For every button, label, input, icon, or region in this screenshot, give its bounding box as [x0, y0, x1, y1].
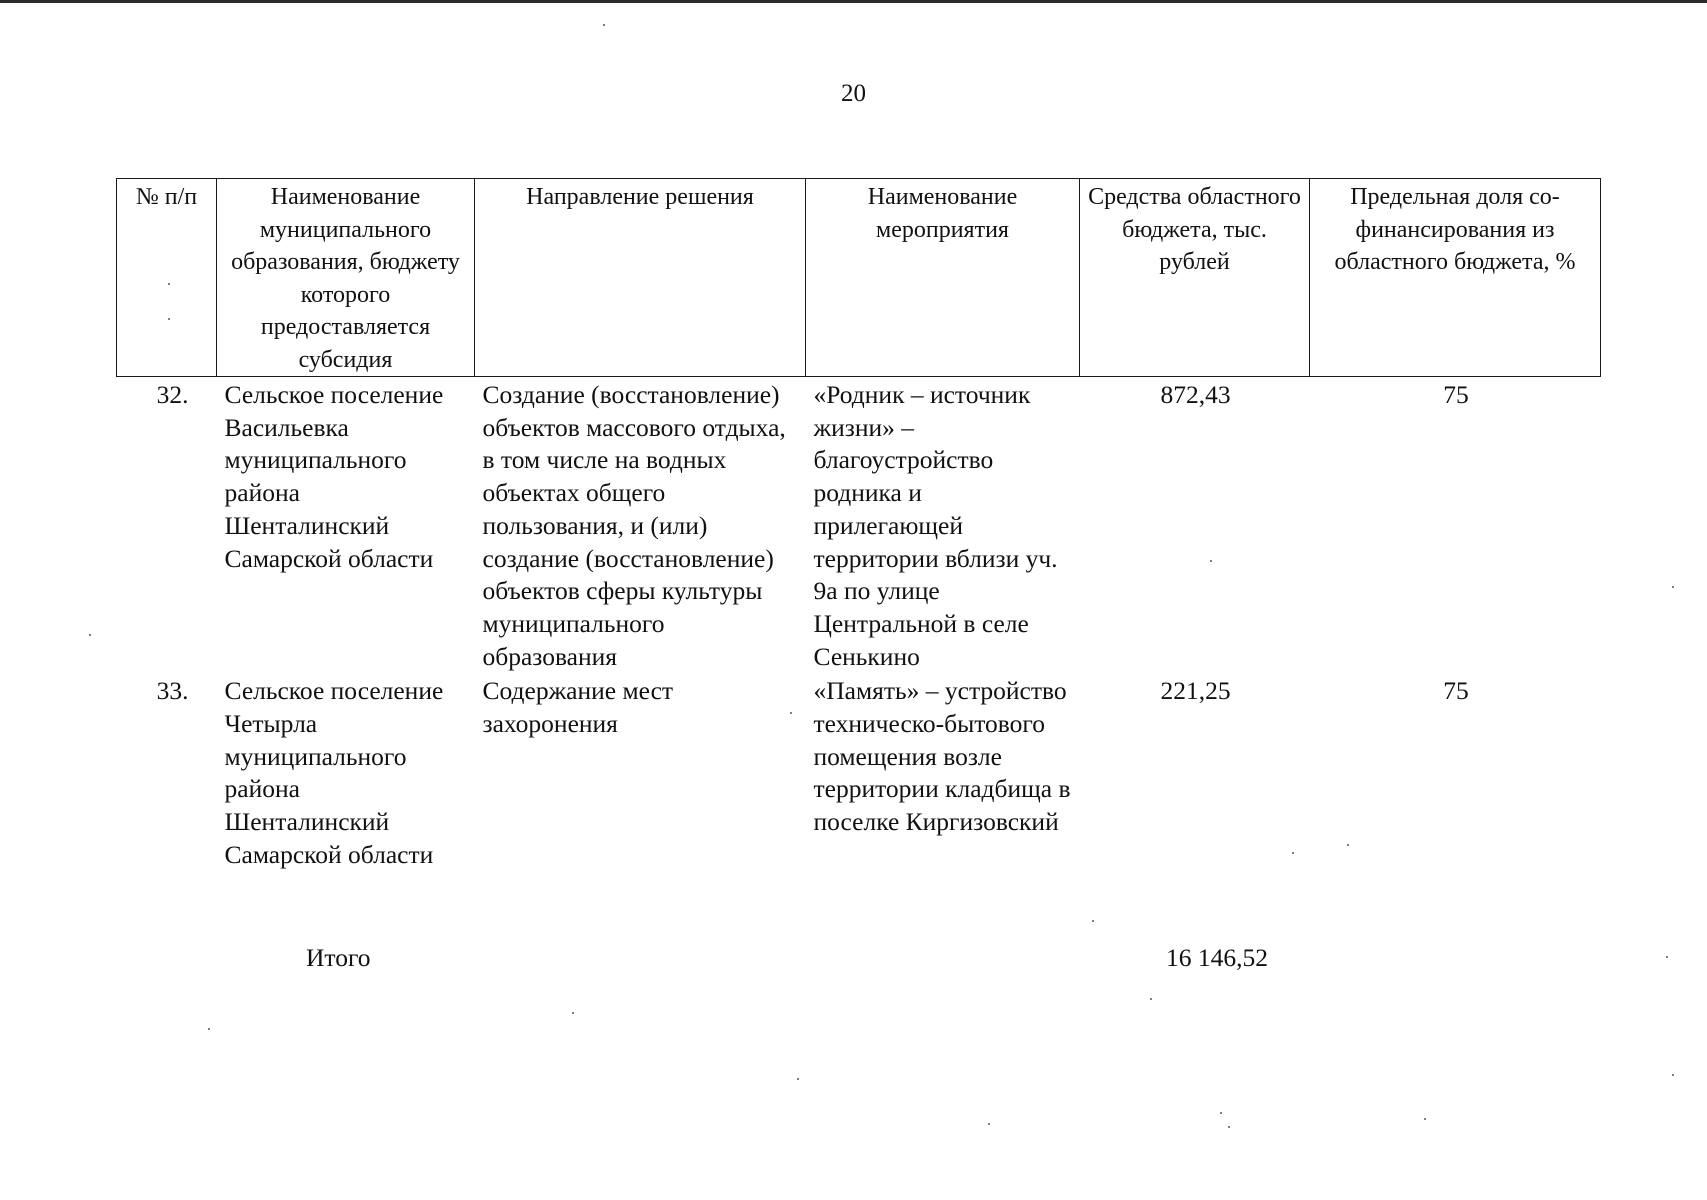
header-row	[117, 179, 1601, 377]
table-row	[117, 377, 1601, 674]
scan-speck	[168, 318, 170, 320]
scan-speck	[1672, 1074, 1674, 1076]
scan-speck	[1292, 852, 1294, 854]
page-top-edge	[0, 0, 1707, 3]
scan-speck	[89, 634, 91, 636]
row-amount: 872,43	[1160, 380, 1231, 409]
row-share: 75	[1443, 380, 1469, 409]
table-body	[117, 377, 1601, 938]
scan-speck	[790, 712, 792, 714]
row-number: 33.	[156, 676, 189, 706]
scan-speck	[1210, 560, 1212, 562]
row-direction: Создание (восстановление) объектов массового отдыха, в том числе на водных объектах общего пользования, и (или) создание (восстановление) объектов сферы культуры муниципального образования	[482, 380, 786, 671]
scan-speck	[168, 283, 170, 285]
scan-speck	[1228, 1126, 1230, 1128]
scan-speck	[1672, 586, 1674, 588]
scan-speck	[988, 1123, 990, 1125]
header-share: Предельная доля со-финансирования из областного бюджета, %	[1310, 179, 1601, 377]
scan-speck	[208, 1028, 210, 1030]
page-number: 20	[841, 80, 866, 107]
scan-speck	[572, 1012, 574, 1014]
scan-speck	[1424, 1118, 1426, 1120]
row-amount: 221,25	[1160, 676, 1231, 706]
subsidy-table	[116, 178, 1601, 937]
scan-speck	[1092, 920, 1094, 922]
scan-speck	[1666, 956, 1668, 958]
table-header	[117, 179, 1601, 377]
scan-speck	[797, 1078, 799, 1080]
row-event: «Родник – источник жизни» – благоустройство родника и прилегающей территории вблизи уч. 9а по улице Центральной в селе Сенькино	[813, 380, 1058, 671]
scan-speck	[1150, 998, 1152, 1000]
row-municipality: Сельское поселение Четырла муниципального района Шенталинский Самарской области	[224, 676, 444, 869]
scan-speck	[1347, 844, 1349, 846]
header-event: Наименование мероприятия	[806, 179, 1080, 377]
scan-speck	[1220, 1112, 1222, 1114]
row-event: «Память» – устройство техническо-бытового помещения возле территории кладбища в поселке Киргизовский	[813, 676, 1071, 837]
row-municipality: Сельское поселение Васильевка муниципального района Шенталинский Самарской области	[224, 380, 444, 573]
total-value: 16 146,52	[1166, 943, 1268, 972]
total-label: Итого	[306, 943, 371, 972]
header-direction: Направление решения	[475, 179, 806, 377]
row-share: 75	[1443, 676, 1469, 706]
header-number: № п/п	[117, 179, 217, 377]
table-row	[117, 673, 1601, 937]
row-number: 32.	[156, 380, 189, 409]
scan-speck	[603, 24, 605, 26]
row-direction: Содержание мест захоронения	[482, 676, 674, 739]
header-municipality: Наименование муниципального образования, бюджету которого предоставляется субсидия	[217, 179, 475, 377]
header-amount: Средства областного бюджета, тыс. рублей	[1080, 179, 1310, 377]
